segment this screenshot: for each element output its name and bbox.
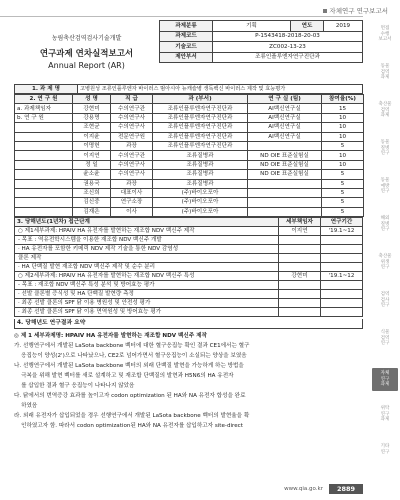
stage-period [321,308,363,317]
researcher-row [15,132,364,141]
col-lab: 연 구 실 (팀) [248,95,322,104]
project-code-value: P-1543418-2018-20-03 [213,31,363,42]
researcher-name: 강현미 [73,104,111,113]
researcher-section-label: 2. 연 구 원 [15,95,73,104]
researcher-lab [248,188,322,197]
researcher-group [15,188,73,197]
stage-table [14,217,363,317]
side-tab[interactable]: 면접 수행 보고서 [378,26,392,43]
researcher-group [15,179,73,188]
researcher-rate: 5 [322,170,364,179]
stage-text: · 선발 클론별 증식성 및 HA 단백질 발현량 측정 [15,290,279,299]
stage-period [321,299,363,308]
stage-text: - 목표 : 재조합 NDV 백신주 특성 분석 및 방어효능 평가 [15,281,279,290]
tech-code-label: 기술코드 [160,42,213,53]
stage-section-label: 3. 당해년도(1년차) 접근단계 [15,218,279,227]
researcher-group [15,160,73,169]
researcher-lab [248,141,322,150]
researcher-dept: 조류인플루엔자연구진단과 [153,141,248,150]
year-value: 2019 [324,21,363,32]
researcher-row [15,179,364,188]
top-divider [0,16,363,17]
org-name: 농림축산검역검사기술개발 [51,35,122,42]
col-responsible: 세부책임자 [279,218,321,227]
side-index-tabs [366,20,400,480]
stage-person [279,245,321,254]
researcher-name: 강용명 [73,113,111,122]
researcher-rank: 수의연구관 [111,104,153,113]
researcher-dept: 조류인플루엔자연구진단과 [153,123,248,132]
project-title-value: 고병원성 조류인플루엔자 바이러스 범아시아 뉴캐슬병 생독백신 바이러스 제작 및 효능평가 [78,85,363,94]
researcher-group [15,123,73,132]
page-number: 2889 [329,484,363,494]
project-title-label: 1. 과 제 명 [15,85,78,94]
researcher-dept: (주)바이오포아 [153,207,248,216]
researcher-row [15,198,364,207]
researcher-row [15,170,364,179]
report-title: 연구과제 연차실적보고서 [39,49,134,59]
researcher-rate: 5 [322,207,364,216]
col-rank: 직 급 [111,95,153,104]
side-tab[interactable]: 식물 검역 연구 [380,330,390,347]
researcher-rate: 15 [322,104,364,113]
stage-line [15,308,363,317]
report-meta-table [159,20,363,63]
researcher-row [15,188,364,197]
side-tab[interactable]: 동물 질병 연구 [380,140,390,157]
project-code-label: 과제코드 [160,31,213,42]
report-title-en: Annual Report (AR) [48,61,125,70]
researcher-group: b. 연 구 원 [15,113,73,122]
category-value: 기획 [213,21,291,32]
side-tab[interactable]: 자체 연구 과제 [372,368,398,391]
stage-person [279,236,321,245]
researcher-rate: 5 [322,141,364,150]
researcher-rank: 수의연구사 [111,123,153,132]
stage-line [15,272,363,281]
researcher-rank: 과장 [111,179,153,188]
section-marker-icon [323,9,327,13]
dept-label: 제안부서 [160,52,213,63]
stage-person [279,299,321,308]
stage-line [15,281,363,290]
researcher-rank: 수의연구사 [111,160,153,169]
stage-text: 클론 제작 [15,254,279,263]
stage-person [279,254,321,263]
year-label: 연도 [291,21,324,32]
researcher-rate: 10 [322,151,364,160]
researcher-name: 조신희 [73,188,111,197]
researcher-group [15,198,73,207]
researcher-group [15,170,73,179]
stage-period [321,281,363,290]
stage-line [15,263,363,272]
researcher-lab [248,198,322,207]
page-footer [0,484,363,494]
stage-line [15,254,363,263]
summary-line: 라. 외래 유전자가 삽입되었을 경우 선행연구에서 개발된 LaSota backbone 벡터의 발현율을 확 [14,413,250,420]
dept-value: 조류인플루엔자연구진단과 [213,52,363,63]
researcher-rank: 연구소장 [111,198,153,207]
researcher-rank: 전문연구원 [111,132,153,141]
researcher-rate: 10 [322,132,364,141]
researcher-rank: 수의연구관 [111,151,153,160]
stage-line [15,227,363,236]
side-tab[interactable]: 동물 검역 과제 [380,64,390,81]
col-period: 연구기간 [321,218,363,227]
researcher-name: 이명헌 [73,141,111,150]
researcher-rank: 이사 [111,207,153,216]
researcher-lab: AI백신연구실 [248,113,322,122]
researcher-rate: 10 [322,160,364,169]
report-header [14,20,363,84]
researcher-dept: 조류질병과 [153,160,248,169]
researcher-rank: 대표이사 [111,188,153,197]
summary-line: 인하였고자 함. 따라서 codon optimization된 HA와 NA 유전자를 삽입하고자 site-direct [14,423,243,430]
researcher-dept: 조류인플루엔자연구진단과 [153,132,248,141]
researcher-group [15,151,73,160]
researcher-group [15,141,73,150]
researcher-lab: AI백신연구실 [248,132,322,141]
footer-url: www.qia.go.kr [284,486,323,492]
researcher-group [15,132,73,141]
researcher-rate: 5 [322,198,364,207]
researcher-lab: ND OIE 표준실험실 [248,160,322,169]
category-label: 과제분류 [160,21,213,32]
researcher-name: 조현균 [73,123,111,132]
researcher-rank: 과장 [111,141,153,150]
stage-line [15,290,363,299]
stage-period [321,236,363,245]
researcher-lab: AI백신연구실 [248,104,322,113]
summary-title: ◎ 제 1 세부과제명: HPAIV HA 유전자를 발현하는 재조합 NDV 백신주 제작 [14,333,207,340]
stage-person [279,308,321,317]
researcher-dept: 조류질병과 [153,170,248,179]
stage-line [15,245,363,254]
stage-line [15,236,363,245]
stage-text: · HA 단백질 발현 재조합 NDV 백신주 제작 및 순수 분리 [15,263,279,272]
side-tab[interactable]: 위탁 연구 과제 [380,406,390,423]
researcher-rank: 수의연구사 [111,170,153,179]
project-title-row [14,84,363,94]
side-tab[interactable]: 기타 연구 [380,444,390,455]
researcher-name: 이지윤 [73,132,111,141]
side-tab[interactable]: 해외 질병 연구 [380,216,390,233]
researcher-rate: 5 [322,188,364,197]
tech-code-value: ZC002-13-23 [213,42,363,53]
stage-line [15,299,363,308]
stage-period: '19.1~12 [321,227,363,236]
researcher-dept: (주)바이오포아 [153,188,248,197]
researcher-row [15,160,364,169]
summary-line: 가. 선행연구에서 개발된 LaSota backbone 벡터에 대한 혈구응집능 확인 결과 CE1에서는 혈구 [14,343,250,350]
summary-line: 응집능이 양성(2')으로 나타났으나, CE2로 넘어가면서 혈구응집능이 소실되는 양상을 보였음 [14,353,247,360]
researcher-row [15,141,364,150]
stage-period [321,290,363,299]
researcher-rate: 5 [322,179,364,188]
researcher-row [15,113,364,122]
stage-text: ○ 제2세부과제: HPAIV HA 유전자를 발현하는 재조합 NDV 백신주 특성 [15,272,279,281]
researcher-dept: 조류질병과 [153,151,248,160]
side-tab[interactable]: 축산물 검역 과제 [378,102,392,119]
researcher-lab [248,207,322,216]
col-dept: 과 (부서) [153,95,248,104]
stage-person: 강현미 [279,272,321,281]
stage-text: · HA 유전자를 포함한 키메릭 NDV 제작 기술을 통한 NDV 감염성 [15,245,279,254]
stage-person: 이지연 [279,227,321,236]
stage-person [279,290,321,299]
summary-line: 다. 닭에서의 번역증강 효과를 높이고자 codon optimization 된 HA와 NA 유전자 합성을 완료 [14,393,246,400]
report-form [14,20,363,431]
stage-text: - 목표 : 역유전학시스템을 이용한 재조합 NDV 백신주 개발 [15,236,279,245]
researcher-lab [248,179,322,188]
summary-line: 하였음 [14,403,38,410]
researcher-row [15,207,364,216]
researcher-group [15,207,73,216]
researcher-table [14,94,364,217]
researcher-dept: 조류인플루엔자연구진단과 [153,104,248,113]
researcher-dept: 조류인플루엔자연구진단과 [153,113,248,122]
stage-text: · 최종 선발 클론의 SPF 닭 이용 면역원성 및 방어효능 평가 [15,308,279,317]
stage-period [321,254,363,263]
researcher-dept: (주)바이오포아 [153,198,248,207]
researcher-lab: ND OIE 표준실험실 [248,170,322,179]
summary-line: 나. 선행연구에서 개발된 LaSota backbone 벡터의 외래 단백질 발현을 가능하게 하는 방법을 [14,363,244,370]
stage-person [279,281,321,290]
stage-person [279,263,321,272]
summary-body [14,331,363,431]
stage-text: ○ 제1세부과제: HPAIV HA 유전자를 발현하는 재조합 NDV 백신주 제작 [15,227,279,236]
side-tab[interactable]: 축산물 위생 연구 [378,254,392,271]
top-bar [0,0,400,15]
summary-section-label: 4. 당해년도 연구결과 요약 [14,319,363,329]
researcher-group: a. 과제책임자 [15,104,73,113]
researcher-row [15,104,364,113]
researcher-name: 김신중 [73,198,111,207]
researcher-row [15,151,364,160]
report-title-block [14,20,159,84]
researcher-lab: AI백신연구실 [248,123,322,132]
researcher-name: 윤소윤 [73,170,111,179]
section-label: 자체연구 연구보고서 [323,6,388,15]
researcher-lab: ND OIE 표준실험실 [248,151,322,160]
col-name: 성 명 [73,95,111,104]
side-tab[interactable]: 동물 예방 연구 [380,178,390,195]
researcher-name: 권용국 [73,179,111,188]
researcher-dept: 조류질병과 [153,179,248,188]
stage-period [321,263,363,272]
researcher-row [15,123,364,132]
summary-line: 극복을 위해 발현 벡터를 새로 설계하고 및 재조합 단백질의 발현과 H5N6의 HA 유전자 [14,373,234,380]
stage-text: · 최종 선발 클론의 SPF 닭 이용 병원성 및 안전성 평가 [15,299,279,308]
summary-line: 를 삽입한 결과 혈구 응집능이 나타나지 않았음 [14,383,135,390]
col-rate: 참여율(%) [322,95,364,104]
stage-period: '19.1~12 [321,272,363,281]
researcher-rate: 10 [322,113,364,122]
researcher-name: 이지연 [73,151,111,160]
stage-period [321,245,363,254]
researcher-rate: 10 [322,123,364,132]
researcher-name: 김재은 [73,207,111,216]
researcher-name: 정 일 [73,160,111,169]
researcher-rank: 수의연구사 [111,113,153,122]
side-tab[interactable]: 검역 검사 연구 [380,292,390,309]
